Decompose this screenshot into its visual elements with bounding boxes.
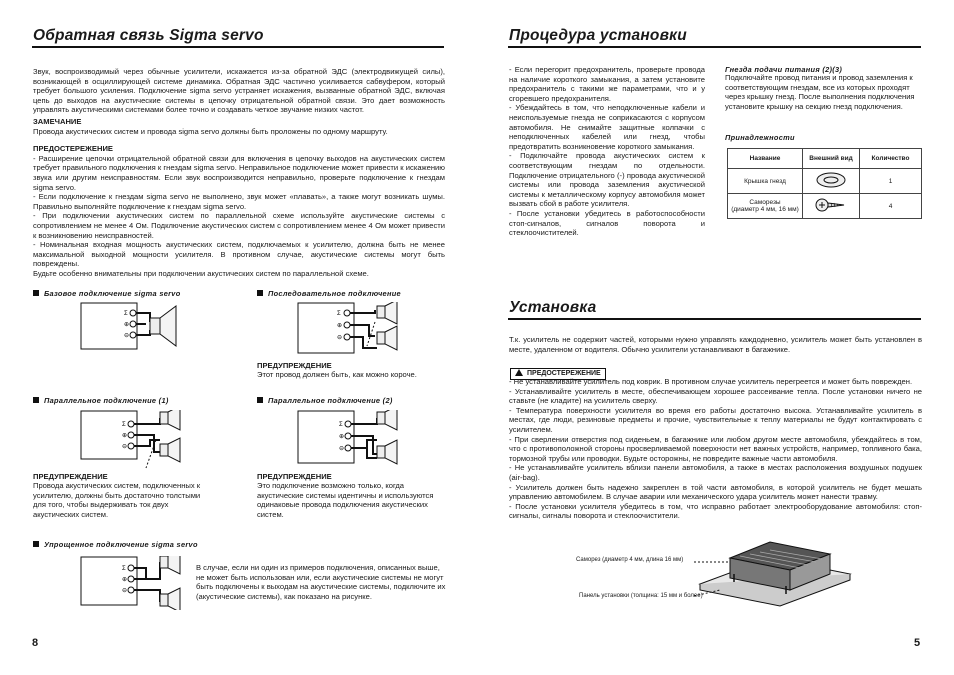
svg-text:Σ: Σ [337, 311, 341, 317]
install-procedure-title: Процедура установки [509, 27, 687, 44]
caution-line-5: Будьте особенно внимательны при подключении акустических систем по параллельной схеме. [33, 268, 369, 278]
speaker-icon [160, 306, 176, 346]
panel-label: Панель установки (толщина: 15 мм и более) [579, 593, 703, 599]
plus-terminal-label: ⊕ [124, 322, 130, 328]
fig-caption-basic: Базовое подключение sigma servo [33, 289, 181, 298]
col-quantity-header: Количество [860, 149, 922, 169]
row-name: Саморезы (диаметр 4 мм, 16 мм) [728, 194, 803, 219]
parallel2-warning-text: Это подключение возможно только, когда акустические системы идентичны и используются одинаковые провода подключения акустических систем. [257, 481, 434, 519]
wire [134, 418, 160, 452]
power-sockets-text: Подключайте провод питания и провод заземления к соответствующим гнездам, все из которых проходят через крышку гнезд. После выполнения подключения установите крышку на секцию гнезд подключения. [725, 73, 915, 111]
svg-text:⊖: ⊖ [337, 335, 343, 341]
svg-text:⊖: ⊖ [339, 446, 345, 452]
installation-title-rule [508, 318, 921, 320]
speaker-icon [168, 438, 180, 462]
fig-caption-serial: Последовательное подключение [257, 289, 401, 298]
speaker-icon [385, 326, 397, 350]
amplifier-mounting-diagram [690, 534, 860, 616]
svg-text:⊕: ⊕ [122, 577, 128, 583]
svg-text:⊖: ⊖ [122, 588, 128, 594]
speaker-icon [385, 410, 397, 430]
bullet-square-icon [257, 290, 263, 296]
row-qty: 1 [860, 169, 922, 194]
row-name: Крышка гнезд [728, 169, 803, 194]
diagram-parallel-2 [297, 410, 417, 470]
power-sockets-heading: Гнезда подачи питания (2)(3) [725, 65, 843, 74]
svg-text:⊖: ⊖ [122, 444, 128, 450]
caution-label-box: ПРЕДОСТЕРЕЖЕНИЕ [510, 362, 606, 380]
simple-connection-text: В случае, если ни один из примеров подключения, описанных выше, не может быть использован или, если акустические системы не могут быть подключены к выходам на акустические системы, подключите их (акустические системы), как показано на рисунке. [196, 563, 446, 601]
accessories-heading: Принадлежности [725, 133, 795, 142]
svg-text:⊕: ⊕ [339, 434, 345, 440]
table-row [728, 169, 922, 194]
table-header-row [728, 149, 922, 169]
svg-text:Σ: Σ [122, 422, 126, 428]
fig-caption-parallel-2: Параллельное подключение (2) [257, 396, 393, 405]
wire [134, 562, 160, 602]
caution-line-3: - При подключении акустических систем по параллельной схеме используйте акустические системы с сопротивлением не менее 4 Ом. Подключение акустических систем с сопротивлением менее 4 Ом может привести к возникновению неисправностей. [33, 211, 445, 240]
wire [136, 313, 150, 335]
installation-intro: Т.к. усилитель не содержит частей, которыми нужно управлять каждодневно, усилитель может быть установлен в месте, удаленном от водителя. Обычно усилители устанавливают в багажнике. [509, 335, 922, 354]
left-page-title: Обратная связь Sigma servo [33, 27, 264, 44]
installation-title: Установка [509, 299, 597, 316]
diagram-basic-connection [80, 302, 190, 352]
svg-text:Σ: Σ [339, 422, 343, 428]
col-name-header: Название [728, 149, 803, 169]
svg-text:⊕: ⊕ [122, 433, 128, 439]
installation-caution-text: - Не устанавливайте усилитель под коврик. В противном случае усилитель перегреется и может быть поврежден. - Устанавливайте усилитель в месте, обеспечивающем хорошее рассеивание тепла. После установки ничего не ставьте (не кладите) на усилитель сверху. - Температура поверхности усилителя во время его работы достаточно высока. Устанавливайте усилитель в местах, где люди, резиновые предметы и прочие, чувствительные к теплу материалы не будут контактировать с усилителем. - При сверлении отверстия под сиденьем, в багажнике или любом другом месте автомобиля, убеждайтесь в том, что с противоположной стороны просверливаемой поверхности нет важных устройств, например, топливного бака, тормозной трубы или проводки. Будьте осторожны, не повредите важные части автомобиля. - Не устанавливайте усилитель вблизи панели автомобиля, а также в местах расположения воздушных подушек (air-bag). - Усилитель должен быть надежно закреплен в той части автомобиля, в которой усилитель не будет мешать управлению автомобилем. В случае аварии или механического удара усилитель может нанести травму. - После установки усилителя убедитесь в том, что исправно работает электрооборудование автомобиля: стоп-сигналы, сигналы поворота и стеклоочистители. [509, 377, 922, 521]
diagram-simple-connection [80, 556, 190, 610]
parallel2-warning-heading: ПРЕДУПРЕЖДЕНИЕ [257, 472, 332, 481]
diagram-serial-connection [297, 302, 417, 358]
fig-caption-parallel-1: Параллельное подключение (1) [33, 396, 169, 405]
caution-line-4: - Номинальная входная мощность акустических систем, подключаемых к усилителю, должна быть не менее максимальной выходной мощности усилителя. В противном случае, акустические системы могут быть повреждены. [33, 240, 445, 269]
bullet-square-icon [33, 290, 39, 296]
bullet-square-icon [257, 397, 263, 403]
parallel1-warning-text: Провода акустических систем, подключенных к усилителю, должны быть достаточно толстыми для того, чтобы выдерживать ток двух акустических систем. [33, 481, 201, 519]
left-page-number: 8 [32, 637, 39, 649]
parallel1-warning-heading: ПРЕДУПРЕЖДЕНИЕ [33, 472, 108, 481]
warning-triangle-icon [515, 369, 523, 376]
sigma-intro [33, 67, 445, 278]
speaker-icon [385, 302, 397, 324]
svg-text:⊕: ⊕ [337, 323, 343, 329]
bullet-square-icon [33, 541, 39, 547]
procedure-text: - Если перегорит предохранитель, проверьте провода на наличие короткого замыкания, а затем установите предохранитель с такими же параметрами, что и у сгоревшего предохранителя. - Убеждайтесь в том, что неподключенные кабели и неиспользуемые гнезда не соприкасаются с корпусом автомобиля. Не снимайте защитные колпачки с неподключенных кабелей или гнезд, чтобы предотвратить возникновение короткого замыкания. - Подключайте провода акустических систем к соответствующим гнездам по отдельности. Подключение отрицательного (-) провода акустической системы или провода заземления акустической системы к металлическому корпусу автомобиля может вызвать сбой в работе усилителя. - После установки убедитесь в работоспособности стоп-сигналов, сигналов поворота и стеклоочистителей. [509, 65, 705, 238]
speaker-icon [168, 588, 180, 610]
note-heading: ЗАМЕЧАНИЕ [33, 116, 82, 126]
servo-terminal-label: Σ [124, 311, 128, 317]
accessories-table [727, 148, 922, 219]
diagram-parallel-1 [80, 410, 200, 470]
table-row [728, 194, 922, 219]
speaker-icon [385, 440, 397, 464]
screw-label: Саморез (диаметр 4 мм, длина 16 мм) [576, 557, 684, 563]
note-text: Провода акустических систем и провода sigma servo должны быть проложены по одному маршруту. [33, 126, 388, 136]
right-title-rule [508, 46, 921, 48]
svg-text:Σ: Σ [122, 566, 126, 572]
caution-line-1: - Расширение цепочки отрицательной обратной связи для включения в цепочку выходов на акустических систем требует правильного подключения к гнездам sigma servo. Неправильное подключение может привести к искажению звука или другим неисправностям. Если звук воспроизводится неправильно, проверьте подключение к гнездам sigma servo. [33, 153, 445, 192]
bullet-square-icon [33, 397, 39, 403]
left-title-rule [32, 46, 444, 48]
socket-cover-icon [803, 169, 860, 194]
intro-text: Звук, воспроизводимый через обычные усилители, искажается из-за обратной ЭДС (электродвижущей силы), возникающей в осциллирующей системе динамика. Обратная ЭДС частично усиливается сабвуфером, который требует большого усиления. Подключение sigma servo устраняет искажения, вызванные обратной ЭДС, включая цепь до выходов на акустические системы в цепочку отрицательной обратной связи. Это дает возможность управлять акустическими системами более точно и создавать четкое звучание низких частот. [33, 67, 445, 115]
col-appearance-header: Внешний вид [803, 149, 860, 169]
wire [351, 418, 377, 458]
caution-line-2: - Если подключение к гнездам sigma servo не выполнено, звук может «плавать», а также могут возникать шумы. Правильно выполняйте подключение к гнездам sigma servo. [33, 192, 445, 211]
minus-terminal-label: ⊖ [124, 333, 130, 339]
serial-warning-text: Этот провод должен быть, как можно короче. [257, 370, 417, 379]
amplifier-block [81, 411, 137, 459]
speaker-icon [168, 410, 180, 430]
speaker-magnet [150, 318, 160, 334]
right-page-number: 5 [914, 637, 921, 649]
row-qty: 4 [860, 194, 922, 219]
speaker-icon [168, 556, 180, 574]
caution-heading: ПРЕДОСТЕРЕЖЕНИЕ [33, 144, 113, 154]
serial-warning-heading: ПРЕДУПРЕЖДЕНИЕ [257, 361, 332, 370]
screw-icon [803, 194, 860, 219]
fig-caption-simple: Упрощенное подключение sigma servo [33, 540, 198, 549]
